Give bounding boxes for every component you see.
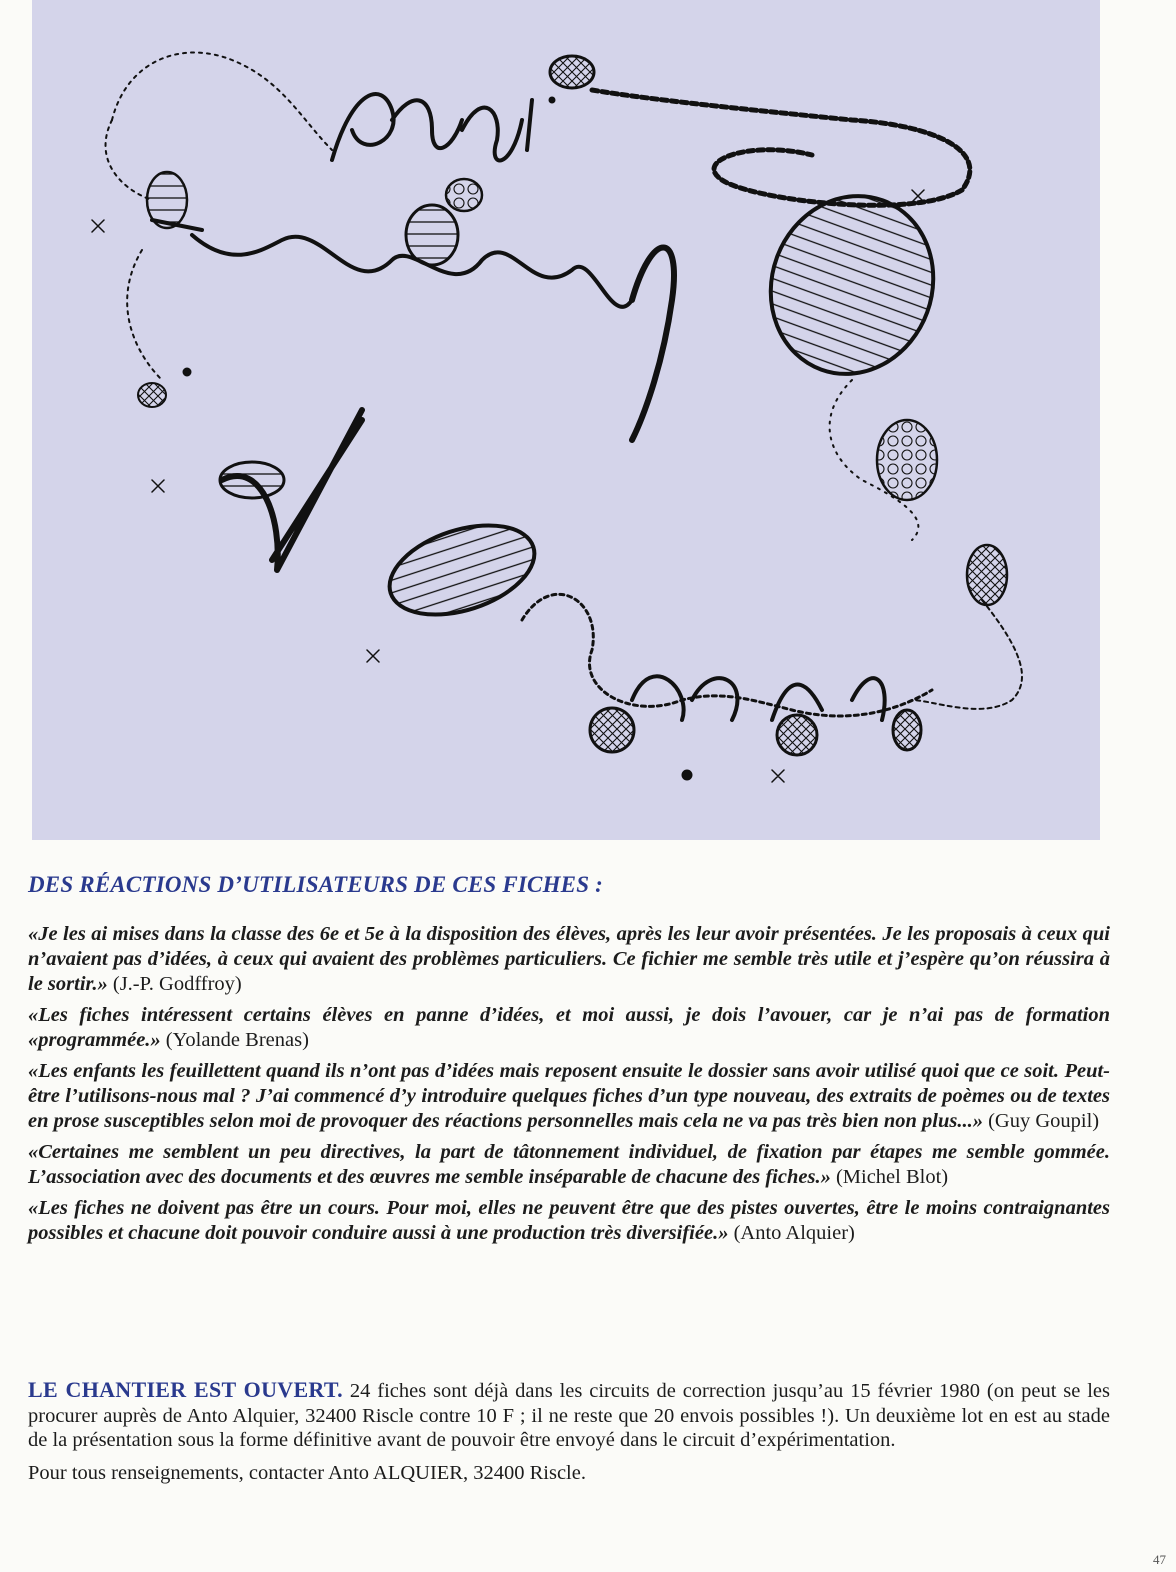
ink-drawing [32,0,1100,840]
section-heading: DES RÉACTIONS D’UTILISATEURS DE CES FICHES : [28,872,604,897]
calligraphy-illustration [32,0,1100,840]
closing-section [28,1378,1110,1493]
closing-lead: LE CHANTIER EST OUVERT. [28,1377,343,1402]
closing-paragraph [28,1378,1110,1453]
quote-blot: «Certaines me semblent un peu directives, la part de tâtonnement individuel, de fixation par étapes me semble gommée. L’association avec des documents et des œuvres me semble inséparable de chacune des fiches.» (Michel Blot) [28,1141,1110,1188]
page-number: 47 [1153,1552,1166,1567]
quote-godffroy: «Je les ai mises dans la classe des 6e et 5e à la disposition des élèves, après les leur avoir présentées. Je les proposais à ceux qui n’avaient pas d’idées, à ceux qui avaient des problèmes particuliers. Ce fichier me semble très utile et j’espère qu’on réussira à le sortir.» (J.-P. Godffroy) [28,923,1110,995]
user-reactions [28,922,1110,1252]
contact-line: Pour tous renseignements, contacter Anto ALQUIER, 32400 Riscle. [28,1461,586,1484]
closing-body: 24 fiches sont déjà dans les circuits de correction jusqu’au 15 février 1980 (on peut se les procurer auprès de Anto Alquier, 32400 Riscle contre 10 F ; il ne reste que 20 envois possibles !). Un deuxième lot en est au stade de la présentation sous la forme définitive avant de pouvoir être envoyé dans le circuit d’expérimentation. [28,1380,1110,1451]
quote-brenas: «Les fiches intéressent certains élèves en panne d’idées, et moi aussi, je dois l’avouer, car je n’ai pas de formation «programmée.» (Yolande Brenas) [28,1004,1110,1051]
quote-goupil: «Les enfants les feuillettent quand ils n’ont pas d’idées mais reposent ensuite le dossier sans avoir utilisé quoi que ce soit. Peut-être l’utilisons-nous mal ? J’ai commencé d’y introduire quelques fiches d’un type nouveau, des extraits de poèmes ou de textes en prose susceptibles selon moi de provoquer des réactions personnelles mais cela ne va pas très bien non plus...» (Guy Goupil) [28,1060,1110,1132]
quote-alquier: «Les fiches ne doivent pas être un cours. Pour moi, elles ne peuvent être que des pistes ouvertes, être le moins contraignantes possibles et chacune doit pouvoir conduire aussi à une production très diversifiée.» (Anto Alquier) [28,1197,1110,1244]
